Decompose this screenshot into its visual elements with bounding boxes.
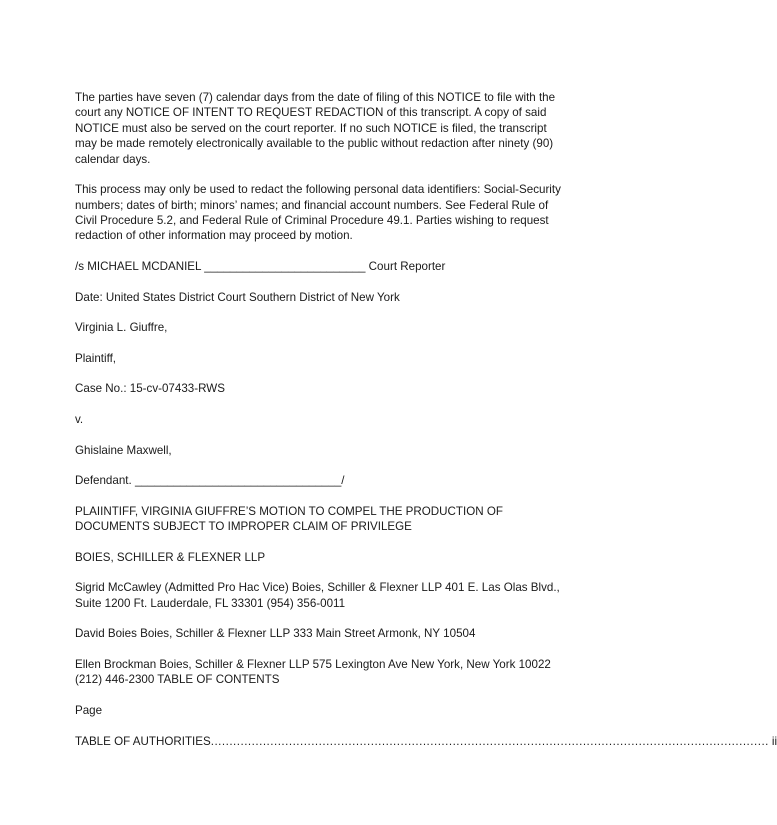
counsel-boies: David Boies Boies, Schiller & Flexner LLP 333 Main Street Armonk, NY 10504 <box>75 627 476 641</box>
counsel-mccawley: Sigrid McCawley (Admitted Pro Hac Vice) Boies, Schiller & Flexner LLP 401 E. Las Olas Blvd., Suite 1200 Ft. Lauderdale, FL 33301 (954) 356-0011 <box>75 581 560 610</box>
process-paragraph: This process may only be used to redact the following personal data identifiers: Social-Security numbers; dates of birth; minors’ names; and financial account numbers. See Federal Rule of Civil Procedure 5.2, and Federal Rule of Criminal Procedure 49.1. Parties wishing to request redaction of other information may proceed by motion. <box>75 183 561 243</box>
toc-entry-leader: ...................................................................................................................................................... <box>210 734 769 748</box>
toc-entry-page: ii <box>771 734 777 748</box>
versus: v. <box>75 413 84 426</box>
notice-paragraph: The parties have seven (7) calendar days from the date of filing of this NOTICE to file with the court any NOTICE OF INTENT TO REQUEST REDACTION of this transcript. A copy of said NOTICE must also be served on the court reporter. If no such NOTICE is filed, the transcript may be made remotely electronically available to the public without redaction after ninety (90) calendar days. <box>75 91 556 166</box>
defendant-role: Defendant. ________________________________/ <box>75 474 345 488</box>
toc-entry <box>75 734 777 749</box>
defendant-name: Ghislaine Maxwell, <box>75 443 172 457</box>
date-line: Date: United States District Court Southern District of New York <box>75 290 400 304</box>
page-label: Page <box>75 703 103 717</box>
toc-entry-title: TABLE OF AUTHORITIES <box>75 734 211 748</box>
plaintiff-role: Plaintiff, <box>75 351 117 365</box>
signature-line: /s MICHAEL MCDANIEL _________________________ Court Reporter <box>75 260 446 274</box>
document-page <box>75 90 777 764</box>
counsel-brockman: Ellen Brockman Boies, Schiller & Flexner LLP 575 Lexington Ave New York, New York 10022 (212) 446-2300 TABLE OF CONTENTS <box>75 657 551 687</box>
plaintiff-name: Virginia L. Giuffre, <box>75 321 168 335</box>
case-number: Case No.: 15-cv-07433-RWS <box>75 382 225 396</box>
law-firm: BOIES, SCHILLER & FLEXNER LLP <box>75 550 266 564</box>
motion-title: PLAIINTIFF, VIRGINIA GIUFFRE’S MOTION TO COMPEL THE PRODUCTION OF DOCUMENTS SUBJECT TO IMPROPER CLAIM OF PRIVILEGE <box>75 504 503 534</box>
